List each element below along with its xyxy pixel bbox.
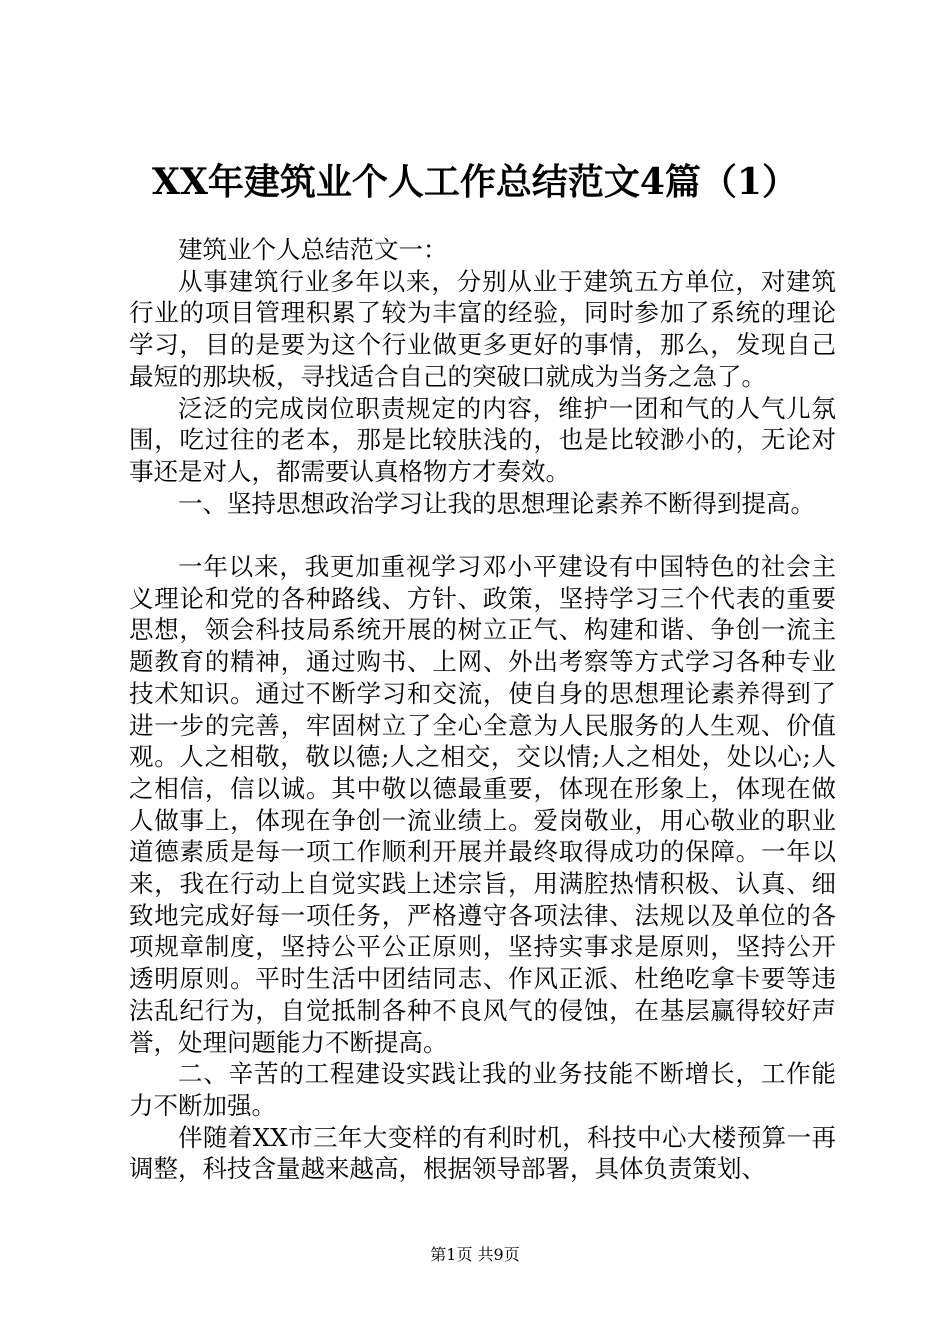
paragraph-heading-two: 二、辛苦的工程建设实践让我的业务技能不断增长，工作能力不断加强。: [129, 1059, 836, 1120]
paragraph-intro: 从事建筑行业多年以来，分别从业于建筑五方单位，对建筑行业的项目管理积累了较为丰富的经验，同时参加了系统的理论学习，目的是要为这个行业做更多更好的事情，那么，发现自己最短的那块板，寻找适合自己的突破口就成为当务之急了。: [129, 266, 836, 391]
paragraph-project: 伴随着XX市三年大变样的有利时机，科技中心大楼预算一再调整，科技含量越来越高，根据领导部署，具体负责策划、: [129, 1122, 836, 1184]
paragraph-heading-one: 一、坚持思想政治学习让我的思想理论素养不断得到提高。: [178, 488, 815, 518]
paragraph-section-heading: 建筑业个人总结范文一：: [178, 235, 448, 264]
document-title: XX年建筑业个人工作总结范文4篇（1）: [152, 161, 798, 203]
page-footer: 第1页 共9页: [430, 1245, 520, 1264]
document-body: [129, 234, 836, 1185]
paragraph-study: 一年以来，我更加重视学习邓小平建设有中国特色的社会主义理论和党的各种路线、方针、政策，坚持学习三个代表的重要思想，领会科技局系统开展的树立正气、构建和谐、争创一流主题教育的精神，通过购书、上网、外出考察等方式学习各种专业技术知识。通过不断学习和交流，使自身的思想理论素养得到了进一步的完善，牢固树立了全心全意为人民服务的人生观、价值观。人之相敬，敬以德;人之相交，交以情;人之相处，处以心;人之相信，信以诚。其中敬以德最重要，体现在形象上，体现在做人做事上，体现在争创一流业绩上。爱岗敬业，用心敬业的职业道德素质是每一项工作顺利开展并最终取得成功的保障。一年以来，我在行动上自觉实践上述宗旨，用满腔热情积极、认真、细致地完成好每一项任务，严格遵守各项法律、法规以及单位的各项规章制度，坚持公平公正原则，坚持实事求是原则，坚持公开透明原则。平时生活中团结同志、作风正派、杜绝吃拿卡要等违法乱纪行为，自觉抵制各种不良风气的侵蚀，在基层赢得较好声誉，处理问题能力不断提高。: [129, 552, 836, 1057]
paragraph-reflection: 泛泛的完成岗位职责规定的内容，维护一团和气的人气儿氛围，吃过往的老本，那是比较肤浅的，也是比较渺小的，无论对事还是对人，都需要认真格物方才奏效。: [129, 393, 836, 486]
